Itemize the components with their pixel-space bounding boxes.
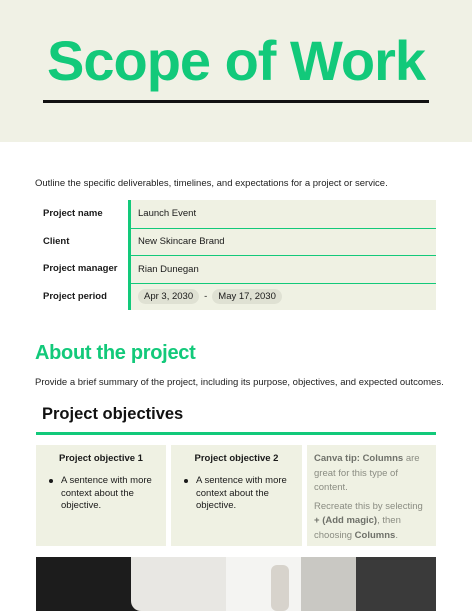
tip-columns-word: Columns (362, 453, 404, 464)
plus-icon: + (314, 515, 320, 526)
project-name-value[interactable]: Launch Event (128, 200, 436, 228)
end-date-chip[interactable]: May 17, 2030 (212, 289, 282, 304)
project-manager-value[interactable]: Rian Dunegan (128, 255, 436, 283)
objective-2-list (171, 475, 302, 513)
tip-line-1-rest: are great for this type of content. (314, 453, 420, 493)
tip-line-1 (314, 452, 428, 496)
table-row (36, 283, 436, 311)
tip-line-2-end: . (395, 529, 398, 541)
about-heading: About the project (35, 342, 196, 364)
project-info-table (36, 200, 436, 310)
project-manager-label: Project manager (43, 263, 118, 275)
project-name-label: Project name (43, 208, 103, 220)
project-period-label: Project period (43, 290, 107, 302)
intro-text: Outline the specific deliverables, timelines, and expectations for a project or service. (35, 178, 388, 189)
objective-2-heading: Project objective 2 (194, 453, 279, 464)
objective-1-heading: Project objective 1 (59, 453, 143, 464)
tip-line-2-mid: , then choosing (314, 515, 401, 541)
client-label: Client (43, 235, 70, 247)
list-item: A sentence with more context about the objective. (49, 475, 158, 513)
header-banner (0, 0, 472, 142)
objectives-heading: Project objectives (42, 405, 184, 423)
project-period-value (128, 283, 436, 311)
table-row (36, 255, 436, 283)
canva-tip (307, 445, 436, 543)
objective-column-2 (171, 445, 302, 546)
table-row (36, 228, 436, 256)
tip-lead: Canva tip: (314, 453, 363, 464)
title-divider (43, 100, 429, 103)
tip-line-2-start: Recreate this by selecting (314, 500, 423, 512)
add-magic-text: (Add magic) (319, 515, 378, 526)
objectives-divider (36, 432, 436, 435)
team-photo (36, 557, 436, 611)
objective-1-list (36, 475, 166, 513)
start-date-chip[interactable]: Apr 3, 2030 (138, 289, 199, 304)
table-row (36, 200, 436, 228)
page-title: Scope of Work (46, 29, 425, 92)
tip-columns-link: Columns (354, 529, 396, 541)
tip-line-2 (314, 500, 428, 544)
date-separator: - (204, 291, 208, 303)
canva-tip-column (307, 445, 436, 546)
list-item: A sentence with more context about the objective. (184, 475, 294, 513)
client-value[interactable]: New Skincare Brand (128, 228, 436, 256)
about-description: Provide a brief summary of the project, including its purpose, objectives, and expected outcomes. (35, 377, 444, 388)
objective-column-1 (36, 445, 166, 546)
